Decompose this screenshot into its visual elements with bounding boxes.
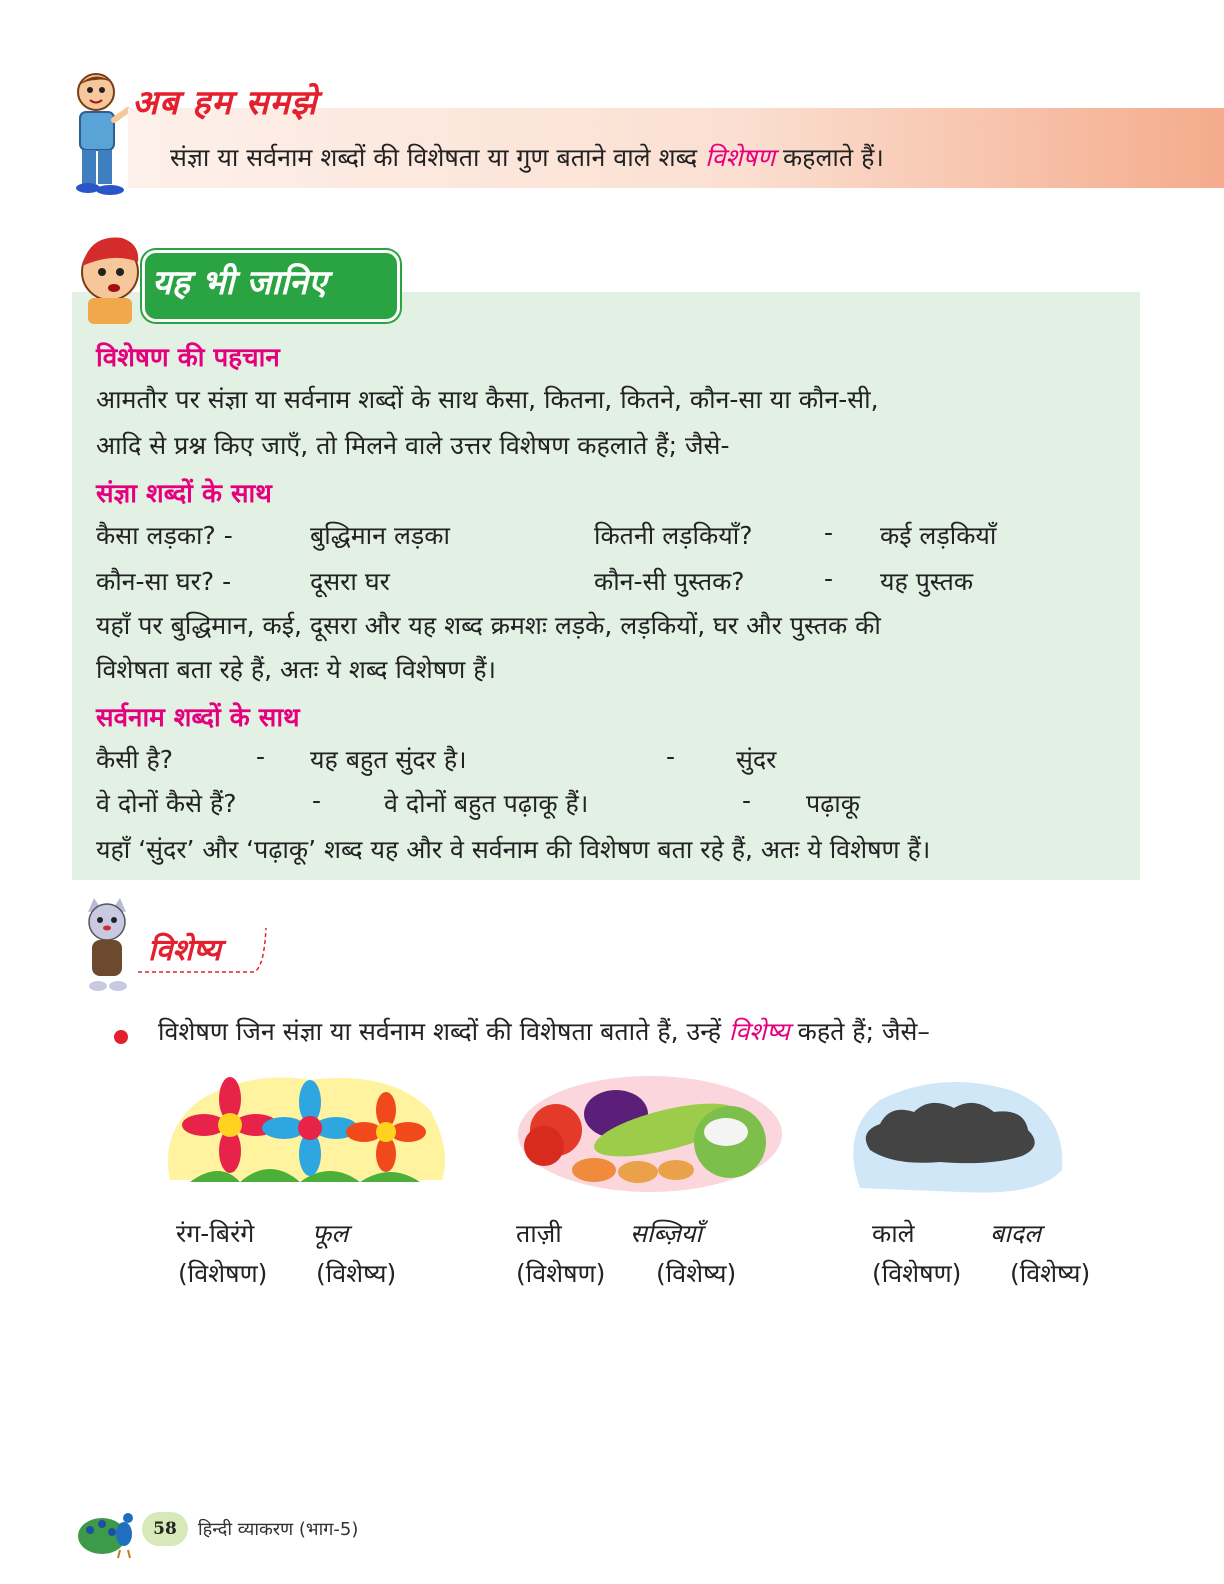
visheshya-definition <box>158 1014 930 1048</box>
section-title-ab-hum-samjhe: अब हम समझे <box>132 83 318 123</box>
example-dash: - <box>824 518 834 547</box>
heading-sarvanam-shabdon: सर्वनाम शब्दों के साथ <box>96 703 300 733</box>
example-adjective: ताज़ी <box>516 1219 562 1248</box>
vegetables-image <box>516 1070 784 1194</box>
paragraph-line: विशेषता बता रहे हैं, अतः ये शब्द विशेषण हैं। <box>96 655 496 684</box>
example-noun: फूल <box>312 1219 349 1248</box>
example-dash: - <box>312 786 322 815</box>
example-question: कैसा लड़का? - <box>96 521 233 550</box>
example-adjective: रंग-बिरंगे <box>176 1219 255 1248</box>
bullet-icon <box>114 1030 128 1044</box>
example-question: कौन-सा घर? - <box>96 567 232 596</box>
know-more-badge-label: यह भी जानिए <box>152 263 327 303</box>
example-question: कितनी लड़कियाँ? <box>594 521 753 550</box>
example-adjective: काले <box>872 1219 915 1248</box>
label-visheshya: (विशेष्य) <box>316 1259 397 1288</box>
definition-text-part: कहते हैं; जैसे– <box>789 1017 930 1046</box>
dark-cloud-image <box>840 1070 1070 1196</box>
example-answer: दूसरा घर <box>310 567 390 596</box>
cat-illustration <box>78 898 136 994</box>
section-title-visheshya: विशेष्य <box>148 933 221 968</box>
page-number: 58 <box>142 1512 188 1546</box>
example-answer: यह बहुत सुंदर है। <box>310 745 467 774</box>
boy-pointing-illustration <box>66 70 130 200</box>
example-dash: - <box>666 742 676 771</box>
example-word: सुंदर <box>736 745 777 774</box>
definition-text-part: कहलाते हैं। <box>775 143 884 172</box>
heading-sangya-shabdon: संज्ञा शब्दों के साथ <box>96 479 272 509</box>
paragraph-line: यहाँ ‘सुंदर’ और ‘पढ़ाकू’ शब्द यह और वे सर्वनाम की विशेषण बता रहे हैं, अतः ये विशेषण हैं। <box>96 835 931 864</box>
book-title: हिन्दी व्याकरण (भाग-5) <box>198 1519 359 1540</box>
example-answer: कई लड़कियाँ <box>880 521 997 550</box>
example-question: कैसी है? <box>96 745 174 774</box>
example-dash: - <box>742 786 752 815</box>
example-answer: यह पुस्तक <box>880 567 974 596</box>
peacock-icon <box>76 1500 140 1560</box>
paragraph-line: आमतौर पर संज्ञा या सर्वनाम शब्दों के साथ कैसा, कितना, कितने, कौन-सा या कौन-सी, <box>96 385 879 414</box>
label-visheshan: (विशेषण) <box>178 1259 268 1288</box>
example-noun: सब्ज़ियाँ <box>630 1219 702 1248</box>
example-question: वे दोनों कैसे हैं? <box>96 789 237 818</box>
heading-visheshan-pehchan: विशेषण की पहचान <box>96 343 280 373</box>
highlight-visheshan: विशेषण <box>705 143 776 172</box>
title-underline-dashes <box>136 926 270 976</box>
label-visheshan: (विशेषण) <box>872 1259 962 1288</box>
definition-text-part: विशेषण जिन संज्ञा या सर्वनाम शब्दों की विशेषता बताते हैं, उन्हें <box>158 1017 729 1046</box>
paragraph-line: यहाँ पर बुद्धिमान, कई, दूसरा और यह शब्द क्रमशः लड़के, लड़कियों, घर और पुस्तक की <box>96 611 881 640</box>
label-visheshya: (विशेष्य) <box>656 1259 737 1288</box>
boy-cap-illustration <box>70 226 150 326</box>
example-answer: बुद्धिमान लड़का <box>310 521 450 550</box>
example-question: कौन-सी पुस्तक? <box>594 567 745 596</box>
paragraph-line: आदि से प्रश्न किए जाएँ, तो मिलने वाले उत्तर विशेषण कहलाते हैं; जैसे- <box>96 431 730 460</box>
example-word: पढ़ाकू <box>806 789 860 818</box>
highlight-visheshya: विशेष्य <box>728 1017 790 1046</box>
example-dash: - <box>256 742 266 771</box>
label-visheshan: (विशेषण) <box>516 1259 606 1288</box>
definition-text <box>170 140 884 174</box>
example-noun: बादल <box>990 1219 1041 1248</box>
flowers-image <box>160 1070 450 1190</box>
example-answer: वे दोनों बहुत पढ़ाकू हैं। <box>384 789 589 818</box>
label-visheshya: (विशेष्य) <box>1010 1259 1091 1288</box>
example-dash: - <box>824 564 834 593</box>
definition-text-part: संज्ञा या सर्वनाम शब्दों की विशेषता या गुण बताने वाले शब्द <box>170 143 706 172</box>
